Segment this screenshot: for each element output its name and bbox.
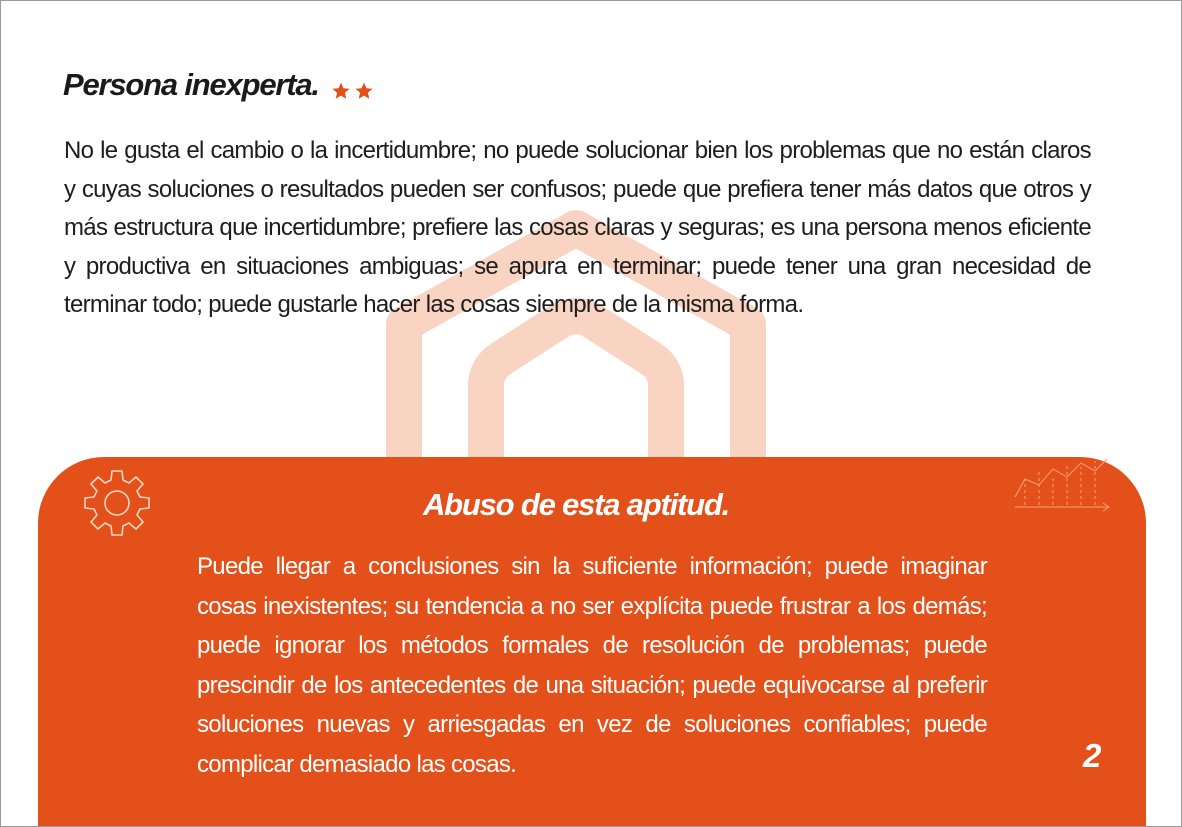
- panel-body: Puede llegar a conclusiones sin la suficiente información; puede imaginar cosas inexistentes; su tendencia a no ser explícita puede frustrar a los demás; puede ignorar los métodos formales de resolución de problemas; puede prescindir de los antecedentes de una situación; puede equivocarse al preferir soluciones nuevas y arriesgadas en vez de soluciones confiables; puede complicar demasiado las cosas.: [197, 553, 987, 778]
- star-icon: [332, 83, 349, 99]
- panel-title: Abuso de esta aptitud.: [422, 487, 730, 522]
- page-number: 2: [1083, 737, 1102, 774]
- rating-stars: [331, 81, 377, 101]
- section-title: Persona inexperta.: [63, 67, 319, 102]
- section-body: No le gusta el cambio o la incertidumbre; no puede solucionar bien los problemas que no están claros y cuyas soluciones o resultados pueden ser confusos; puede que prefiera tener más datos que otros y más estructura que incertidumbre; prefiere las cosas claras y seguras; es una persona menos eficiente y productiva en situaciones ambiguas; se apura en terminar; puede tener una gran necesidad de terminar todo; puede gustarle hacer las cosas siempre de la misma forma.: [64, 137, 1091, 318]
- star-icon: [355, 83, 372, 99]
